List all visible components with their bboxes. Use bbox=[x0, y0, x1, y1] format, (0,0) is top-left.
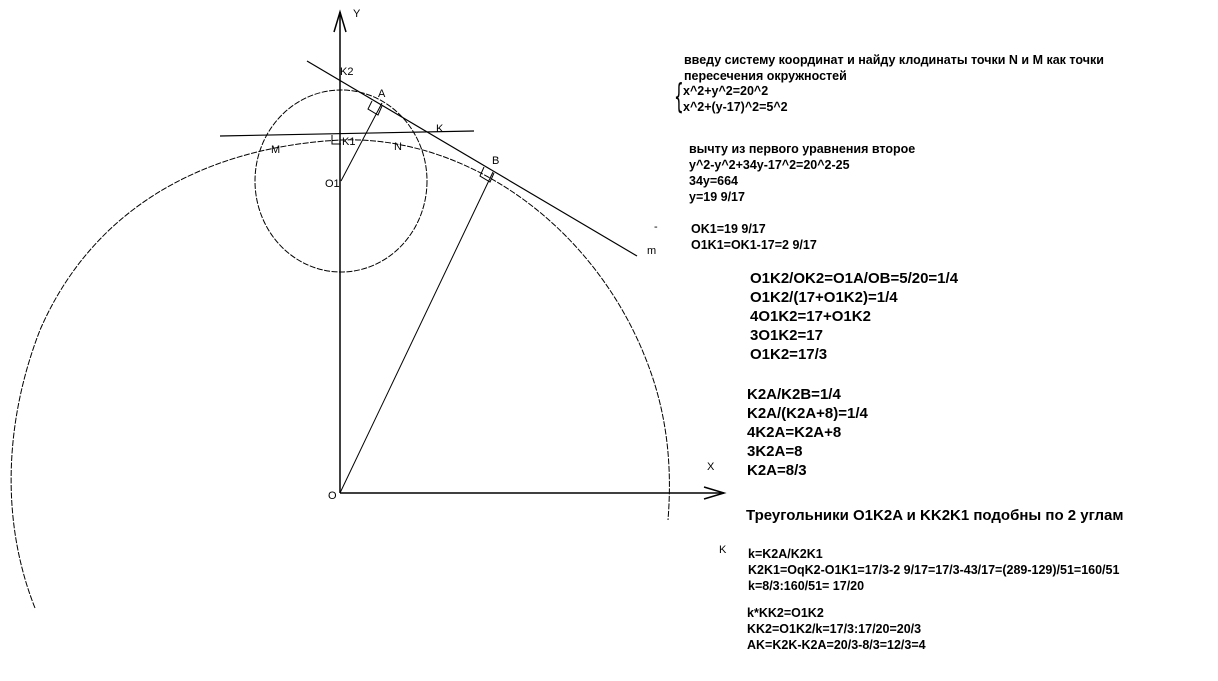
label-m-point: M bbox=[271, 144, 281, 156]
label-y: Y bbox=[353, 8, 361, 20]
intro-line: введу систему координат и найду клодинаты точки N и M как точки bbox=[684, 53, 1104, 67]
equation-line: 34y=664 bbox=[689, 174, 739, 188]
equation-line: k=K2A/K2K1 bbox=[748, 547, 823, 561]
equation-line: K2A/K2B=1/4 bbox=[747, 386, 841, 403]
ratio-block-2 bbox=[747, 385, 868, 480]
equation-line: O1K2=17/3 bbox=[750, 346, 828, 363]
equation-line: O1K1=OK1-17=2 9/17 bbox=[691, 238, 817, 252]
k-block bbox=[748, 546, 1119, 594]
ratio-block-1 bbox=[750, 269, 958, 364]
equation-line: AK=K2K-K2A=20/3-8/3=12/3=4 bbox=[747, 638, 926, 652]
system-brace: { bbox=[674, 77, 684, 117]
tangent-line-m bbox=[307, 61, 637, 256]
equation-line: K2A/(K2A+8)=1/4 bbox=[747, 405, 868, 422]
equation-line: 3K2A=8 bbox=[747, 443, 803, 460]
label-dash: - bbox=[654, 221, 658, 233]
kk-block bbox=[747, 605, 926, 653]
subtract-block bbox=[689, 141, 915, 205]
equation-line: k*KK2=O1K2 bbox=[747, 606, 824, 620]
equation-line: K2K1=OqK2-O1K1=17/3-2 9/17=17/3-43/17=(289-129)/51=160/51 bbox=[748, 563, 1120, 577]
intro-line: пересечения окружностей bbox=[684, 69, 847, 83]
equation-line: 3O1K2=17 bbox=[750, 327, 823, 344]
system-equations bbox=[683, 83, 788, 115]
equation-line: k=8/3:160/51= 17/20 bbox=[748, 579, 865, 593]
equation-line: OK1=19 9/17 bbox=[691, 222, 766, 236]
triangles-statement: Треугольники O1K2A и KK2K1 подобны по 2 углам bbox=[746, 507, 1124, 524]
label-k2: K2 bbox=[340, 66, 354, 78]
label-b: B bbox=[492, 155, 500, 167]
label-m-line: m bbox=[647, 245, 657, 257]
label-a: A bbox=[378, 88, 386, 100]
equation-line: 4O1K2=17+O1K2 bbox=[750, 308, 871, 325]
equation-line: O1K2/(17+O1K2)=1/4 bbox=[750, 289, 898, 306]
ok-block bbox=[691, 221, 817, 253]
label-k-stray: K bbox=[719, 544, 727, 556]
equation-line: 4K2A=K2A+8 bbox=[747, 424, 842, 441]
equation-line: O1K2/OK2=O1A/OB=5/20=1/4 bbox=[750, 270, 959, 287]
label-k1: K1 bbox=[342, 136, 356, 148]
radius-ob bbox=[340, 172, 493, 493]
equation-line: K2A=8/3 bbox=[747, 462, 807, 479]
label-x: X bbox=[707, 461, 715, 473]
label-k: K bbox=[436, 123, 444, 135]
equation-line: x^2+y^2=20^2 bbox=[683, 84, 769, 98]
label-o: O bbox=[328, 490, 337, 502]
equation-line: вычту из первого уравнения второе bbox=[689, 142, 916, 156]
equation-line: y^2-y^2+34y-17^2=20^2-25 bbox=[689, 158, 850, 172]
intro-text bbox=[684, 52, 1104, 84]
label-n: N bbox=[394, 141, 402, 153]
equation-line: KK2=O1K2/k=17/3:17/20=20/3 bbox=[747, 622, 922, 636]
equation-line: y=19 9/17 bbox=[689, 190, 745, 204]
label-o1: O1 bbox=[325, 178, 340, 190]
equation-line: x^2+(y-17)^2=5^2 bbox=[683, 100, 788, 114]
